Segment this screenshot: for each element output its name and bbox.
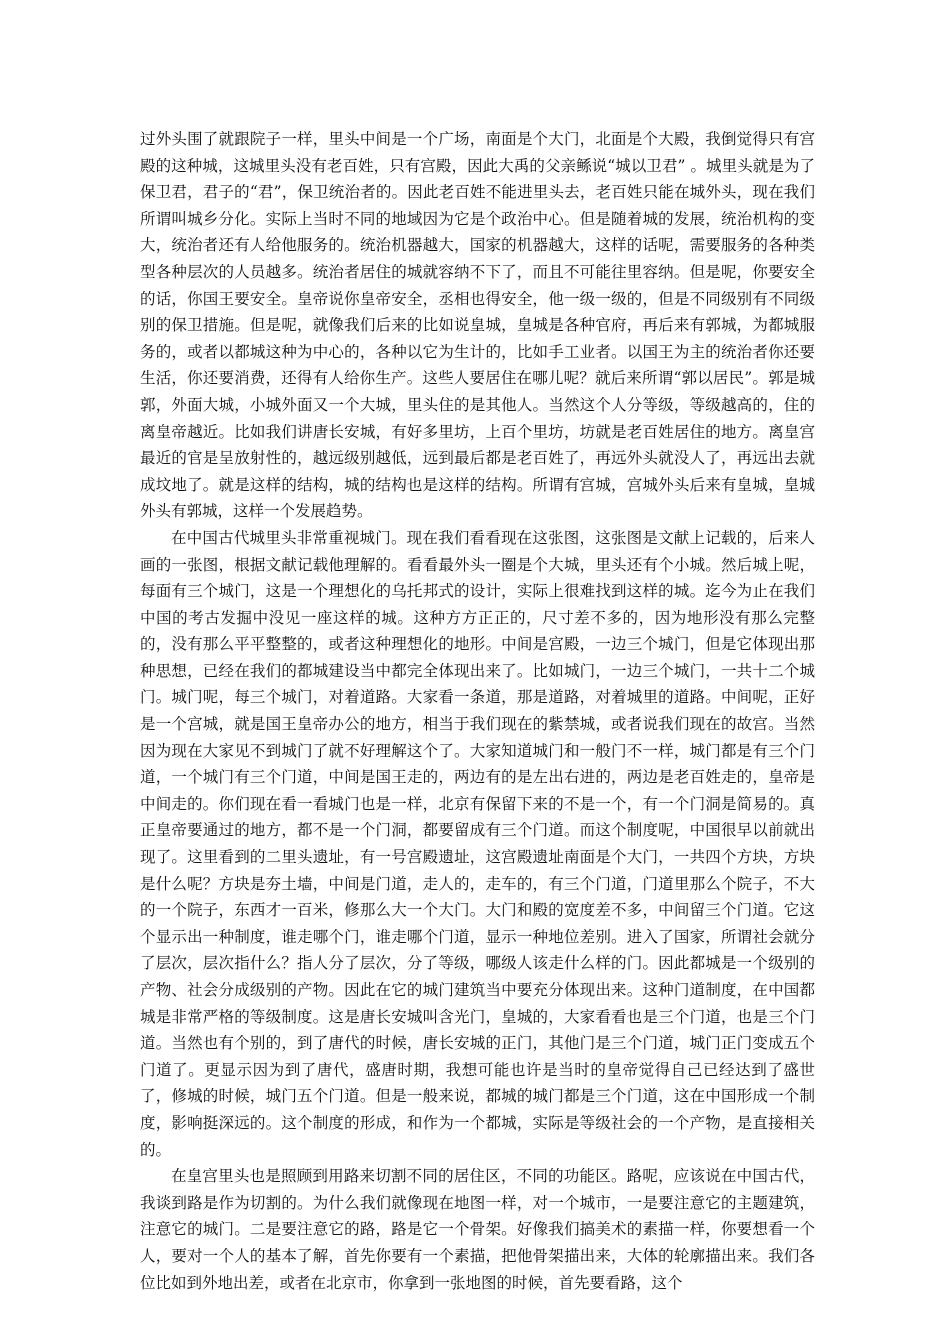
document-page: [140, 126, 815, 1296]
paragraph-3: 在皇宫里头也是照顾到用路来切割不同的居住区，不同的功能区。路呢，应该说在中国古代，我谈到路是作为切割的。为什么我们就像现在地图一样，对一个城市，一是要注意它的主题建筑，注意它的城门。二是要注意它的路，路是它一个骨架。好像我们搞美术的素描一样，你要想看一个人，要对一个人的基本了解，首先你要有一个素描，把他骨架描出来，大体的轮廓描出来。我们各位比如到外地出差，或者在北京市，你拿到一张地图的时候，首先要看路，这个: [140, 1167, 815, 1292]
paragraph-1: 过外头围了就跟院子一样，里头中间是一个广场，南面是个大门，北面是个大殿，我倒觉得只有宫殿的这种城，这城里头没有老百姓，只有宫殿，因此大禹的父亲鲧说“城以卫君” 。城里头就是为了保卫君，君子的“君”，保卫统治者的。因此老百姓不能进里头去，老百姓只能在城外头，现在我们所谓叫城乡分化。实际上当时不同的地域因为它是个政治中心。但是随着城的发展，统治机构的变大，统治者还有人给他服务的。统治机器越大，国家的机器越大，这样的话呢，需要服务的各种类型各种层次的人员越多。统治者居住的城就容纳不下了，而且不可能往里容纳。但是呢，你要安全的话，你国王要安全。皇帝说你皇帝安全，丞相也得安全，他一级一级的，但是不同级别有不同级别的保卫措施。但是呢，就像我们后来的比如说皇城，皇城是各种官府，再后来有郭城，为都城服务的，或者以都城这种为中心的，各种以它为生计的，比如手工业者。以国王为主的统治者你还要生活，你还要消费，还得有人给你生产。这些人要居住在哪儿呢？就后来所谓“郭以居民”。郭是城郭，外面大城，小城外面又一个大城，里头住的是其他人。当然这个人分等级，等级越高的，住的离皇帝越近。比如我们讲唐长安城，有好多里坊，上百个里坊，坊就是老百姓居住的地方。离皇宫最近的官是呈放射性的，越远级别越低，远到最后都是老百姓了，再远外头就没人了，再远出去就成坟地了。就是这样的结构，城的结构也是这样的结构。所谓有宫城，宫城外头后来有皇城，皇城外头有郭城，这样一个发展趋势。: [140, 130, 815, 521]
paragraph-2: 在中国古代城里头非常重视城门。现在我们看看现在这张图，这张图是文献上记载的，后来人画的一张图，根据文献记载他理解的。看看最外头一圈是个大城，里头还有个小城。然后城上呢，每面有三个城门，这是一个理想化的乌托邦式的设计，实际上很难找到这样的城。迄今为止在我们中国的考古发掘中没见一座这样的城。这种方方正正的，尺寸差不多的，因为地形没有那么完整的，没有那么平平整整的，或者这种理想化的地形。中间是宫殿，一边三个城门，但是它体现出那种思想，已经在我们的都城建设当中都完全体现出来了。比如城门，一边三个城门，一共十二个城门。城门呢，每三个城门，对着道路。大家看一条道，那是道路，对着城里的道路。中间呢，正好是一个宫城，就是国王皇帝办公的地方，相当于我们现在的紫禁城，或者说我们现在的故宫。当然因为现在大家见不到城门了就不好理解这个了。大家知道城门和一般门不一样，城门都是有三个门道，一个城门有三个门道，中间是国王走的，两边有的是左出右进的，两边是老百姓走的，皇帝是中间走的。你们现在看一看城门也是一样，北京有保留下来的不是一个，有一个门洞是简易的。真正皇帝要通过的地方，都不是一个门洞，都要留成有三个门道。而这个制度呢，中国很早以前就出现了。这里看到的二里头遗址，有一号宫殿遗址，这宫殿遗址南面是个大门，一共四个方块，方块是什么呢？方块是夯土墙，中间是门道，走人的，走车的，有三个门道，门道里那么个院子，不大的一个院子，东西才一百米，修那么大一个大门。大门和殿的宽度差不多，中间留三个门道。它这个显示出一种制度，谁走哪个门，谁走哪个门道，显示一种地位差别。进入了国家，所谓社会就分了层次，层次指什么？指人分了层次，分了等级，哪级人该走什么样的门。因此都城是一个级别的产物、社会分成级别的产物。因此在它的城门建筑当中要充分体现出来。这种门道制度，在中国都城是非常严格的等级制度。这是唐长安城叫含光门，皇城的，大家看看也是三个门道，也是三个门道。当然也有个别的，到了唐代的时候，唐长安城的正门，其他门是三个门道，城门正门变成五个门道了。更显示因为到了唐代，盛唐时期，我想可能也许是当时的皇帝觉得自己已经达到了盛世了，修城的时候，城门五个门道。但是一般来说，都城的城门都是三个门道，这在中国形成一个制度，影响挺深远的。这个制度的形成，和作为一个都城，实际是等级社会的一个产物，是直接相关的。: [140, 528, 815, 1159]
